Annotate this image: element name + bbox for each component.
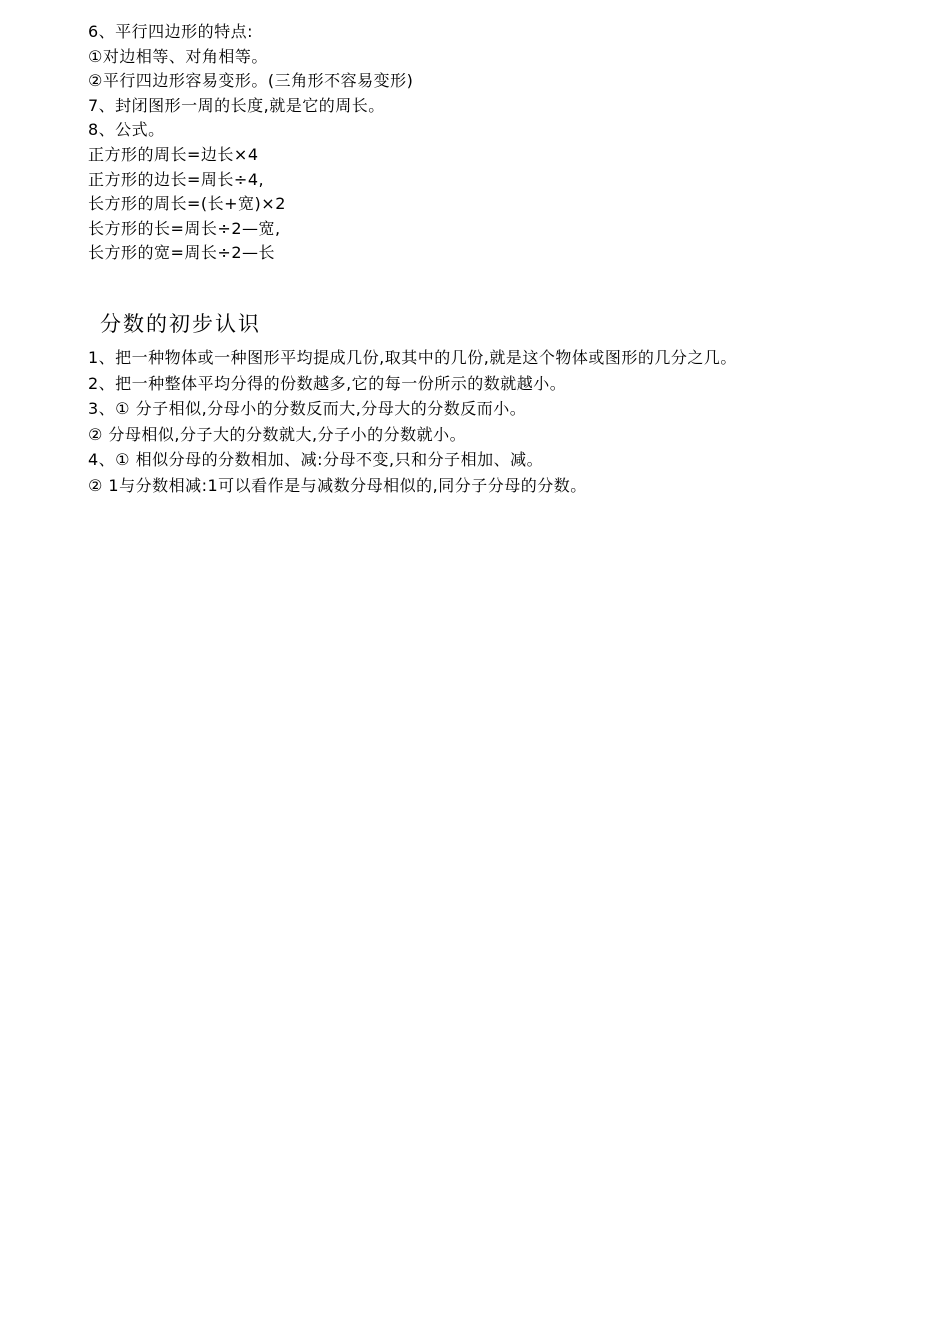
fraction-note-4b: ② 1与分数相减:1可以看作是与减数分母相似的,同分子分母的分数。 [88,475,587,495]
formula-rectangle-perimeter: 长方形的周长=(长+宽)×2 [88,194,286,214]
fraction-note-3b: ② 分母相似,分子大的分数就大,分子小的分数就小。 [88,424,467,444]
fraction-note-2: 2、把一种整体平均分得的份数越多,它的每一份所示的数就越小。 [88,373,567,393]
fraction-notes [88,345,938,498]
note-line-formula-title: 8、公式。 [88,120,165,140]
fraction-note-1: 1、把一种物体或一种图形平均提成几份,取其中的几份,就是这个物体或图形的几分之几。 [88,348,737,367]
note-line-parallelogram-title: 6、平行四边形的特点: [88,22,254,41]
formula-square-side: 正方形的边长=周长÷4, [88,169,265,189]
note-line-perimeter-definition: 7、封闭图形一周的长度,就是它的周长。 [88,95,385,115]
note-line-parallelogram-property-2: ②平行四边形容易变形。(三角形不容易变形) [88,71,414,91]
note-line-parallelogram-property-1: ①对边相等、对角相等。 [88,46,268,66]
formula-rectangle-length: 长方形的长=周长÷2—宽, [88,218,281,238]
formula-square-perimeter: 正方形的周长=边长×4 [88,144,259,164]
section-heading-fractions: 分数的初步认识 [100,312,261,336]
quadrilateral-notes [88,20,928,266]
fraction-note-4: 4、① 相似分母的分数相加、减:分母不变,只和分子相加、减。 [88,450,544,469]
fraction-note-3: 3、① 分子相似,分母小的分数反而大,分母大的分数反而小。 [88,399,527,418]
formula-rectangle-width: 长方形的宽=周长÷2—长 [88,243,275,263]
